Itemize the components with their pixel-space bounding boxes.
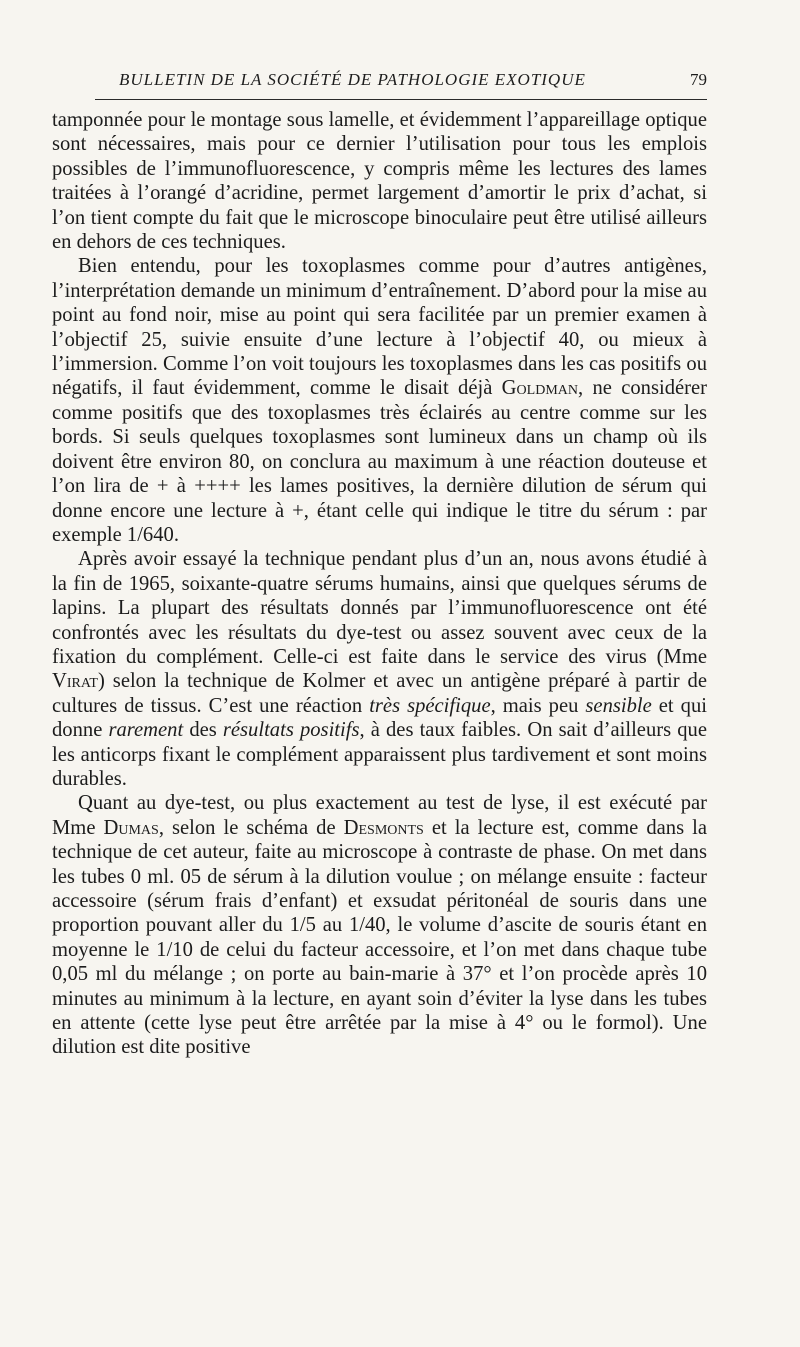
paragraph-3	[52, 547, 707, 791]
p1-text: tamponnée pour le montage sous lamelle, et évidemment l’appareillage optique sont nécessaires, mais pour ce dernier l’utilisation pour tous les emplois possibles de l’immunofluorescence, y compris même les lectures des lames traitées à l’orangé d’acridine, permet largement d’amortir le prix d’achat, si l’on tient compte du fait que le microscope binoculaire peut être utilisé ailleurs en dehors de ces techniques.	[52, 109, 707, 254]
emphasis-rarement: rarement	[108, 719, 184, 742]
p3-text-1: Après avoir essayé la technique pendant plus d’un an, nous avons étudié à la fin de 1965, soixante-quatre sérums humains, ainsi que quelques sérums de lapins. La plupart des résultats donnés par l’immunofluorescence ont été confrontés avec les résultats du dye-test ou assez souvent avec ceux de la fixation du complément. Celle-ci est faite dans le service des virus (Mme	[52, 548, 707, 668]
p3-text-5: des	[183, 719, 223, 742]
p4-text-3: et la lecture est, comme dans la technique de cet auteur, faite au microscope à contraste de phase. On met dans les tubes 0 ml. 05 de sérum à la dilution voulue ; on mélange ensuite : facteur accessoire (sérum frais d’enfant) et exsudat péritonéal de souris dans une proportion pouvant aller du 1/5 au 1/40, le volume d’ascite de souris étant en moyenne le 1/10 de celui du facteur accessoire, et l’on met dans chaque tube 0,05 ml du mélange ; on porte au bain-marie à 37° et l’on procède après 10 minutes au minimum à la lecture, en ayant soin d’éviter la lyse dans les tubes en attente (cette lyse peut être arrêtée par la mise à 4° ou le formol). Une dilution est dite positive	[52, 816, 707, 1059]
p4-text-1: Quant au dye-test, ou plus exactement au test de lyse, il est exécuté par Mme	[52, 792, 707, 839]
emphasis-sensible: sensible	[585, 694, 652, 717]
author-virat: Virat	[52, 670, 98, 693]
p3-text-3: , mais peu	[490, 694, 586, 717]
p2-text-2: , ne considérer comme positifs que des toxoplasmes très éclairés au centre comme sur les bords. Si seuls quelques toxoplasmes sont lumineux dans un champ où ils doivent être environ 80, on conclura au maximum à une réaction douteuse et l’on lira de + à ++++ les lames positives, la dernière dilution de sérum qui donne encore une lecture à +, étant celle qui indique le titre du sérum : par exemple 1/640.	[52, 377, 707, 546]
running-title: BULLETIN DE LA SOCIÉTÉ DE PATHOLOGIE EXOTIQUE	[119, 70, 586, 89]
emphasis-resultats-positifs: résultats positifs	[222, 719, 360, 742]
emphasis-tres-specifique: très spécifique	[369, 694, 491, 717]
page-number: 79	[690, 70, 707, 89]
body-text	[52, 108, 707, 1060]
p3-text-6: , à des taux faibles. On sait d’ailleurs que les anticorps fixant le complément apparaissent plus tardivement et sont moins durables.	[52, 719, 707, 790]
p4-text-2: , selon le schéma de	[158, 816, 344, 839]
author-goldman: Goldman	[501, 377, 578, 400]
header-rule	[95, 99, 707, 100]
p2-text-1: Bien entendu, pour les toxoplasmes comme pour d’autres antigènes, l’interprétation demande un minimum d’entraînement. D’abord pour la mise au point au fond noir, mise au point qui sera facilitée par un premier examen à l’objectif 25, suivie ensuite d’une lecture à l’objectif 40, ou mieux à l’immersion. Comme l’on voit toujours les toxoplasmes dans les cas positifs ou négatifs, il faut évidemment, comme le disait déjà	[52, 255, 707, 400]
p3-text-4: et qui donne	[52, 694, 707, 742]
p3-text-2: ) selon la technique de Kolmer et avec un antigène préparé à partir de cultures de tissus. C’est une réaction	[52, 670, 707, 717]
author-desmonts: Desmonts	[343, 816, 424, 839]
paragraph-4	[52, 791, 707, 1059]
paragraph-1	[52, 108, 707, 254]
author-dumas: Dumas	[103, 816, 159, 839]
running-header	[95, 70, 707, 94]
paragraph-2	[52, 254, 707, 547]
